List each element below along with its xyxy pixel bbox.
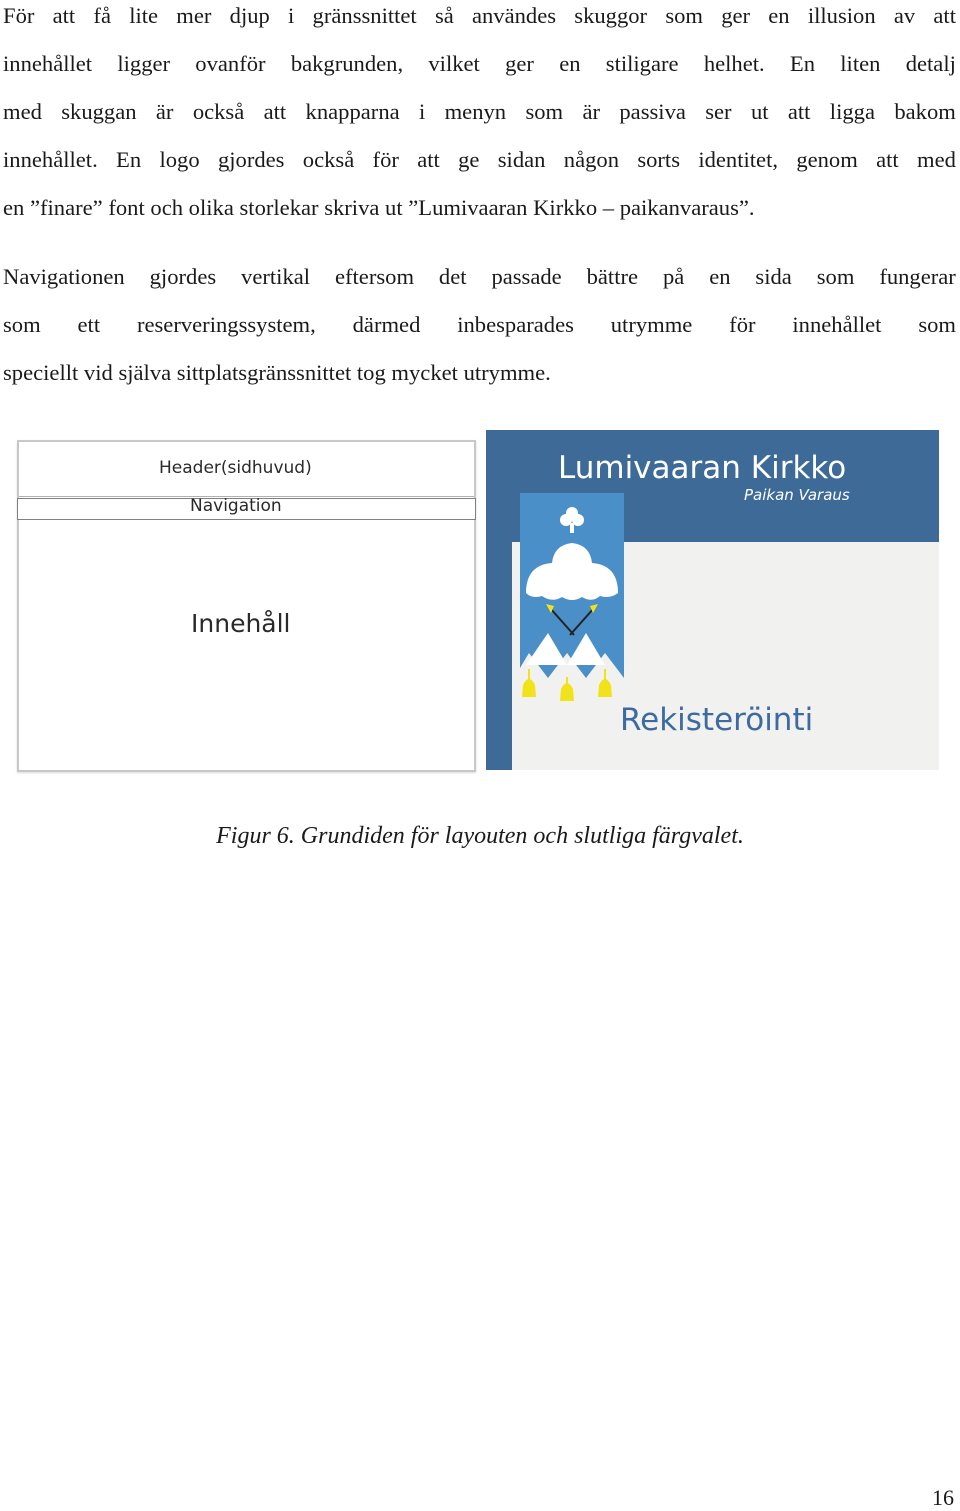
word: passiva xyxy=(619,99,686,124)
word: inbesparades xyxy=(457,312,574,337)
word: utrymme xyxy=(610,312,693,337)
word: sorts xyxy=(637,147,680,172)
church-banner-logo-icon xyxy=(512,493,632,708)
word: en xyxy=(559,51,581,76)
paragraph-1 xyxy=(3,0,956,232)
wireframe-navigation-label: Navigation xyxy=(190,496,282,516)
word: detalj xyxy=(905,51,956,76)
word: ger xyxy=(505,51,534,76)
word: skuggor xyxy=(574,3,648,28)
word: för xyxy=(372,147,399,172)
word: att xyxy=(52,3,76,28)
word: En xyxy=(789,51,816,76)
word: skuggan xyxy=(61,99,137,124)
word: identitet, xyxy=(698,147,778,172)
word: så xyxy=(434,3,454,28)
paragraph-line xyxy=(3,136,956,184)
word: lite xyxy=(129,3,159,28)
word: För xyxy=(3,3,35,28)
word: få xyxy=(93,3,111,28)
word: det xyxy=(438,264,467,289)
word: av xyxy=(893,3,916,28)
word: djup xyxy=(229,3,270,28)
word: att xyxy=(787,99,811,124)
word: bakom xyxy=(894,99,956,124)
word: helhet. xyxy=(703,51,765,76)
word: användes xyxy=(471,3,557,28)
word: liten xyxy=(840,51,881,76)
paragraph-line: speciellt vid själva sittplatsgränssnittet tog mycket utrymme. xyxy=(3,360,551,385)
word: en xyxy=(768,3,790,28)
word: reserveringssystem, xyxy=(136,312,316,337)
paragraph-line: en ”finare” font och olika storlekar skriva ut ”Lumivaaran Kirkko – paikanvaraus”. xyxy=(3,195,755,220)
word: med xyxy=(3,99,42,124)
word: ett xyxy=(77,312,101,337)
word: passade xyxy=(491,264,562,289)
word: knapparna xyxy=(305,99,400,124)
word: att xyxy=(933,3,956,28)
word: gjordes xyxy=(149,264,217,289)
word: eftersom xyxy=(334,264,415,289)
paragraph-line xyxy=(3,0,956,40)
word: att xyxy=(876,147,899,172)
word: som xyxy=(918,312,956,337)
word: Navigationen xyxy=(3,264,125,289)
word: logo xyxy=(159,147,200,172)
word: ger xyxy=(721,3,751,28)
word: på xyxy=(662,264,685,289)
paragraph-line xyxy=(3,301,956,349)
word: i xyxy=(288,3,295,28)
word: sida xyxy=(755,264,792,289)
site-sidebar-bar xyxy=(486,430,512,770)
word: bättre xyxy=(586,264,639,289)
word: fungerar xyxy=(879,264,956,289)
paragraph-2 xyxy=(3,253,956,397)
layout-wireframe xyxy=(17,440,476,772)
word: ligger xyxy=(117,51,171,76)
site-subtitle: Paikan Varaus xyxy=(744,486,850,504)
word: En xyxy=(116,147,142,172)
word: innehållet xyxy=(3,51,93,76)
word: ge xyxy=(458,147,480,172)
word: för xyxy=(729,312,756,337)
word: innehållet xyxy=(792,312,882,337)
figure-caption: Figur 6. Grundiden för layouten och slutliga färgvalet. xyxy=(216,823,744,849)
word: också xyxy=(192,99,245,124)
word: en xyxy=(709,264,731,289)
word: gränssnittet xyxy=(312,3,417,28)
paragraph-line xyxy=(3,253,956,301)
word: därmed xyxy=(352,312,421,337)
word: som xyxy=(816,264,855,289)
word: är xyxy=(582,99,601,124)
word: vilket xyxy=(428,51,480,76)
wireframe-navigation-region xyxy=(17,498,476,520)
word: menyn xyxy=(444,99,507,124)
wireframe-header-label: Header(sidhuvud) xyxy=(159,458,312,478)
word: genom xyxy=(796,147,858,172)
paragraph-line xyxy=(3,88,956,136)
page-heading: Rekisteröinti xyxy=(620,702,814,738)
word: mer xyxy=(176,3,212,28)
site-title: Lumivaaran Kirkko xyxy=(558,450,847,486)
word: att xyxy=(263,99,287,124)
word: i xyxy=(418,99,426,124)
word: är xyxy=(155,99,174,124)
word: som xyxy=(665,3,703,28)
word: gjordes xyxy=(217,147,285,172)
word: som xyxy=(525,99,564,124)
word: bakgrunden, xyxy=(290,51,404,76)
final-design-screenshot xyxy=(486,430,939,770)
word: illusion xyxy=(807,3,876,28)
word: också xyxy=(302,147,355,172)
word: stiligare xyxy=(605,51,679,76)
word: sidan xyxy=(497,147,546,172)
wireframe-header-region xyxy=(19,442,474,497)
wireframe-content-label: Innehåll xyxy=(191,609,291,638)
word: ser xyxy=(705,99,732,124)
word: med xyxy=(917,147,956,172)
word: att xyxy=(417,147,440,172)
page-number: 16 xyxy=(932,1485,954,1510)
word: ut xyxy=(750,99,769,124)
word: innehållet. xyxy=(3,147,98,172)
word: ovanför xyxy=(195,51,266,76)
paragraph-line xyxy=(3,40,956,88)
word: någon xyxy=(563,147,619,172)
word: ligga xyxy=(829,99,875,124)
word: vertikal xyxy=(241,264,311,289)
word: som xyxy=(3,312,41,337)
